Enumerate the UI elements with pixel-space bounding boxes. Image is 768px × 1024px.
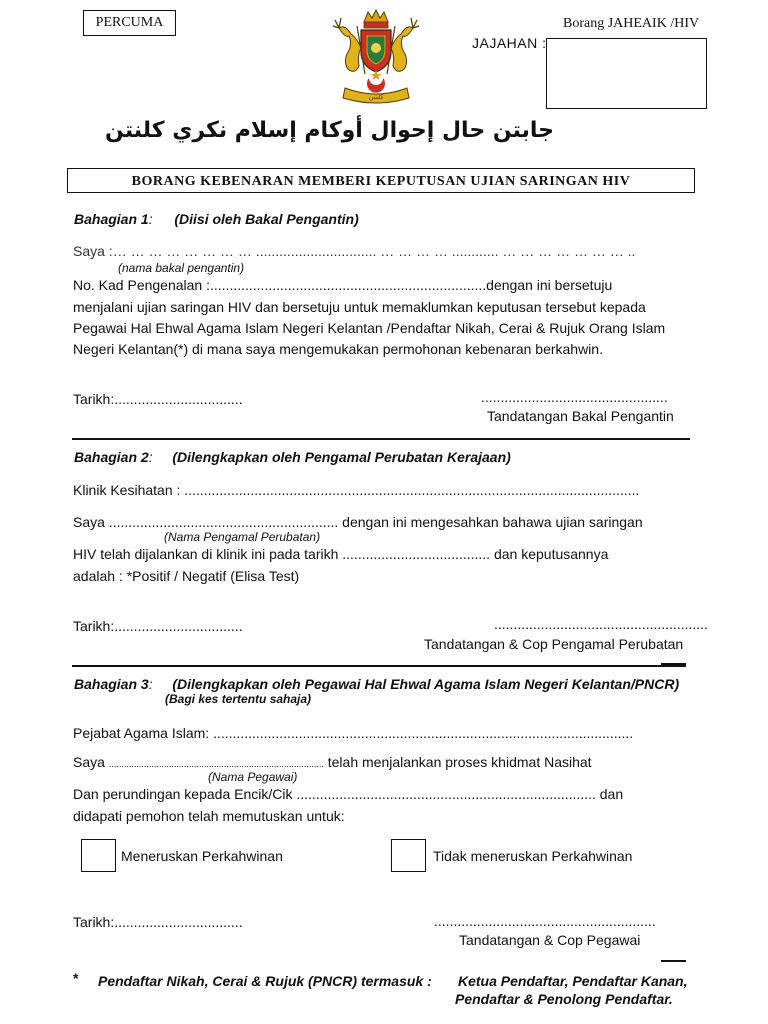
test-result-line: adalah : *Positif / Negatif (Elisa Test) [73,568,300,584]
doctor-name-hint: (Nama Pengamal Perubatan) [164,530,321,544]
footnote-right-line2: Pendaftar & Penolong Pendaftar. [455,991,673,1007]
doctor-name-field[interactable]: Saya ........................................................... dengan ini mengesahkan bahawa ujian saringan [73,514,643,530]
part2-heading: Bahagian 2: (Dilengkapkan oleh Pengamal Perubatan Kerajaan) [74,449,511,465]
department-name-jawi: جابتن حال إحوال أوكام إسلام نكري كلنتن [105,118,554,143]
officer-counselling-text: telah menjalankan proses khidmat Nasihat [327,754,592,770]
stop-marriage-checkbox[interactable] [391,839,426,872]
ic-number-field[interactable]: No. Kad Pengenalan :.......................................................................dengan ini bersetuju [73,277,613,293]
footnote-mark: * [73,970,79,986]
section-divider [72,438,690,440]
part3-subheading: (Bagi kes tertentu sahaja) [165,692,312,706]
bride-groom-name-field[interactable]: Saya :… … … … … … … … ............................... … … … … ............ … … … … … … … .. [73,243,636,259]
part1-text-line4: Negeri Kelantan(*) di mana saya mengemukakan permohonan kebenaran berkahwin. [73,341,603,357]
officer-name-field[interactable] [73,754,592,770]
footnote-right-line1: Ketua Pendaftar, Pendaftar Kanan, [458,973,688,989]
stop-marriage-label: Tidak meneruskan Perkahwinan [433,848,633,864]
part3-heading-desc: (Dilengkapkan oleh Pegawai Hal Ehwal Agama Islam Negeri Kelantan/PNCR) [172,676,680,692]
part2-date-field[interactable]: Tarikh:................................. [73,618,243,634]
part2-heading-desc: (Dilengkapkan oleh Pengamal Perubatan Kerajaan) [172,449,511,465]
part1-signature-label: Tandatangan Bakal Pengantin [487,408,674,424]
part2-signature-field[interactable]: ....................................................... [494,616,708,632]
part1-heading-desc: (Diisi oleh Bakal Pengantin) [174,211,359,227]
part2-heading-number: Bahagian 2 [74,449,149,465]
part3-heading: Bahagian 3: (Dilengkapkan oleh Pegawai Hal Ehwal Agama Islam Negeri Kelantan/PNCR) [74,676,680,692]
test-date-field[interactable]: HIV telah dijalankan di klinik ini pada tarikh ...................................... dan keputusannya [73,546,609,562]
continue-marriage-label: Meneruskan Perkahwinan [121,848,283,864]
continue-marriage-checkbox[interactable] [81,839,116,872]
part1-signature-field[interactable]: ................................................ [481,389,668,405]
section-divider-tail [661,663,686,665]
crest-motto: كلنتن [368,93,384,101]
part3-heading-number: Bahagian 3 [74,676,149,692]
officer-name-hint: (Nama Pegawai) [208,770,298,784]
district-label: JAJAHAN : [472,35,547,51]
part1-date-field[interactable]: Tarikh:................................. [73,391,243,407]
kelantan-crest-icon [331,8,421,108]
form-code: Borang JAHEAIK /HIV [563,16,700,31]
free-label: PERCUMA [95,15,164,30]
part1-heading: Bahagian 1: (Diisi oleh Bakal Pengantin) [74,211,359,227]
officer-name-dots: ...................................................................................... [108,759,324,769]
footnote-left: Pendaftar Nikah, Cerai & Rujuk (PNCR) termasuk : [98,973,432,989]
religious-office-field[interactable]: Pejabat Agama Islam: ............................................................................................................ [73,725,634,741]
free-label-box [83,10,176,36]
part1-heading-number: Bahagian 1 [74,211,149,227]
applicant-name-field[interactable]: Dan perundingan kepada Encik/Cik ............................................................................. dan [73,786,624,802]
form-title: BORANG KEBENARAN MEMBERI KEPUTUSAN UJIAN SARINGAN HIV [131,174,631,189]
footnote-rule [661,960,686,962]
form-title-box [67,168,695,193]
bride-groom-name-hint: (nama bakal pengantin) [118,261,245,275]
part1-text-line3: Pegawai Hal Ehwal Agama Islam Negeri Kelantan /Pendaftar Nikah, Cerai & Rujuk Orang Islam [73,320,666,336]
part2-signature-label: Tandatangan & Cop Pengamal Perubatan [424,636,684,652]
part3-decision-text: didapati pemohon telah memutuskan untuk: [73,808,345,824]
part1-text-line2: menjalani ujian saringan HIV dan bersetuju untuk memaklumkan keputusan tersebut kepada [73,299,646,315]
district-input-box[interactable] [546,38,707,109]
part3-signature-field[interactable]: ......................................................... [434,913,656,929]
officer-saya-label: Saya [73,754,105,770]
part3-date-field[interactable]: Tarikh:................................. [73,914,243,930]
clinic-name-field[interactable]: Klinik Kesihatan : ..................................................................................................................... [73,482,640,498]
section-divider [72,665,686,667]
part3-signature-label: Tandatangan & Cop Pegawai [459,932,641,948]
